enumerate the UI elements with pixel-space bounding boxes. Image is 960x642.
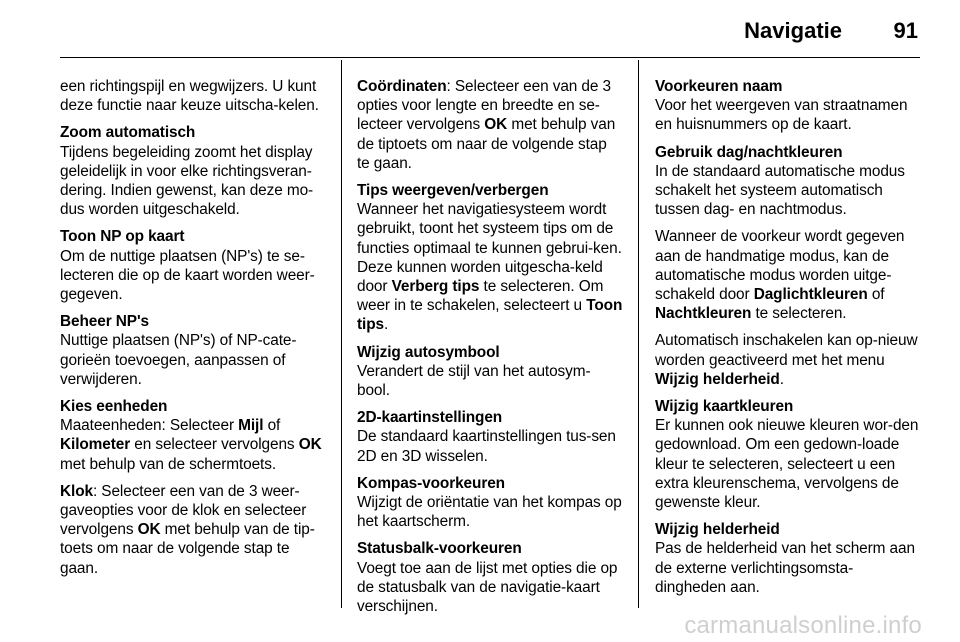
bold-term: Nachtkleuren bbox=[655, 305, 752, 323]
page-title: Navigatie bbox=[744, 18, 842, 43]
text-run: met behulp van de tiptoets om naar de volgende stap te gaan. bbox=[357, 116, 616, 172]
text-run: Voegt toe aan de lijst met opties die op de statusbalk van de navigatie-kaart verschijnen. bbox=[357, 559, 618, 616]
paragraph bbox=[357, 493, 623, 531]
section bbox=[655, 397, 921, 512]
bold-term: OK bbox=[137, 521, 161, 539]
bold-term: Coördinaten bbox=[357, 78, 447, 95]
paragraph bbox=[60, 77, 326, 115]
bold-term: Mijl bbox=[238, 417, 264, 435]
paragraph bbox=[655, 416, 921, 512]
text-run: Verandert de stijl van het autosym-bool. bbox=[357, 362, 591, 400]
watermark: carmanualsonline.info bbox=[684, 612, 922, 639]
text-column-1 bbox=[60, 77, 326, 586]
text-run: Om de nuttige plaatsen (NP's) te se-lecteren die op de kaart worden weer-gegeven. bbox=[60, 247, 315, 304]
section-heading: Beheer NP's bbox=[60, 313, 149, 331]
section-heading: Toon NP op kaart bbox=[60, 228, 185, 246]
page-number: 91 bbox=[893, 18, 918, 43]
paragraph bbox=[60, 247, 326, 305]
text-run: Er kunnen ook nieuwe kleuren wor-den gedownload. Om een gedown-loade kleur te selecteren, selecteert u een extra kleurenschema, vervolgens de gewenste kleur. bbox=[655, 417, 919, 512]
section bbox=[655, 520, 921, 597]
bold-term: Daglichtkleuren bbox=[753, 286, 868, 304]
bold-term: Wijzig helderheid bbox=[655, 370, 780, 388]
section bbox=[655, 77, 921, 135]
text-run: Nuttige plaatsen (NP's) of NP-cate-gorieën toevoegen, aanpassen of verwijderen. bbox=[60, 332, 297, 388]
text-run: : Selecteer een van de 3 opties voor lengte en breedte en se-lecteer vervolgens bbox=[357, 78, 611, 134]
text-run: Wanneer de voorkeur wordt gegeven aan de handmatige modus, kan de automatische modus worden uitge-schakeld door bbox=[655, 228, 905, 304]
text-run: te selecteren. bbox=[751, 305, 847, 323]
paragraph bbox=[60, 416, 326, 474]
paragraph bbox=[655, 227, 921, 323]
paragraph bbox=[655, 539, 921, 597]
text-column-3 bbox=[655, 77, 921, 605]
page-header bbox=[60, 0, 920, 58]
text-run: . bbox=[779, 370, 784, 388]
text-run: en selecteer vervolgens bbox=[130, 436, 299, 454]
text-run: In de standaard automatische modus schakelt het systeem automatisch tussen dag- en nachtmodus. bbox=[655, 162, 905, 219]
text-run: een richtingspijl en wegwijzers. U kunt deze functie naar keuze uitscha-kelen. bbox=[60, 78, 319, 115]
section-heading: 2D-kaartinstellingen bbox=[357, 409, 503, 427]
section bbox=[357, 343, 623, 401]
section bbox=[60, 227, 326, 304]
text-run: : Selecteer een van de 3 weer-gaveopties voor de klok en selecteer vervolgens bbox=[60, 482, 307, 539]
text-run: Voor het weergeven van straatnamen en huisnummers op de kaart. bbox=[655, 97, 908, 134]
section bbox=[357, 77, 623, 173]
bold-term: OK bbox=[298, 436, 322, 454]
paragraph bbox=[357, 427, 623, 465]
text-run: Wijzigt de oriëntatie van het kompas op het kaartscherm. bbox=[357, 494, 622, 531]
text-run: of bbox=[867, 286, 885, 304]
section bbox=[60, 77, 326, 115]
text-run: of bbox=[263, 417, 281, 435]
section-heading: Wijzig helderheid bbox=[655, 521, 780, 539]
paragraph bbox=[357, 200, 623, 334]
section bbox=[60, 123, 326, 219]
text-run: met behulp van de schermtoets. bbox=[60, 455, 277, 473]
section-heading: Wijzig autosymbool bbox=[357, 343, 500, 361]
paragraph bbox=[655, 162, 921, 220]
bold-term: Toon tips bbox=[357, 297, 623, 334]
paragraph bbox=[357, 559, 623, 617]
section-heading: Wijzig kaartkleuren bbox=[655, 398, 794, 416]
section-heading: Kompas-voorkeuren bbox=[357, 474, 505, 492]
paragraph bbox=[655, 96, 921, 134]
bold-term: Verberg tips bbox=[391, 278, 480, 296]
column-divider bbox=[638, 60, 639, 608]
text-run: Tijdens begeleiding zoomt het display geleidelijk in voor elke richtingsveran-dering. Indien gewenst, kan deze mo-dus worden uitgeschakeld. bbox=[60, 143, 314, 219]
section bbox=[357, 408, 623, 466]
column-divider bbox=[341, 60, 342, 608]
section bbox=[357, 181, 623, 335]
section-heading: Voorkeuren naam bbox=[655, 78, 783, 95]
section-heading: Tips weergeven/verbergen bbox=[357, 182, 549, 200]
paragraph bbox=[357, 77, 623, 173]
section-heading: Zoom automatisch bbox=[60, 124, 196, 142]
section bbox=[60, 397, 326, 578]
text-run: te selecteren. Om weer in te schakelen, selecteert u bbox=[357, 278, 604, 315]
section bbox=[655, 143, 921, 389]
text-run: . bbox=[383, 316, 389, 334]
bold-term: Kilometer bbox=[60, 436, 131, 454]
text-run: met behulp van de tip-toets om naar de volgende stap te gaan. bbox=[60, 521, 315, 577]
paragraph bbox=[357, 362, 623, 400]
text-column-2 bbox=[357, 77, 623, 624]
bold-term: Klok bbox=[60, 482, 93, 500]
text-run: Wanneer het navigatiesysteem wordt gebruikt, toont het systeem tips om de functies optimaal te kunnen gebrui-ken. Deze kunnen worden uitgescha-keld door bbox=[357, 201, 622, 296]
text-run: Maateenheden: Selecteer bbox=[60, 417, 239, 435]
paragraph bbox=[60, 482, 326, 578]
text-run: Pas de helderheid van het scherm aan de externe verlichtingsomsta-dingheden aan. bbox=[655, 540, 915, 596]
section-heading: Kies eenheden bbox=[60, 398, 168, 416]
section bbox=[60, 312, 326, 389]
paragraph bbox=[60, 331, 326, 389]
text-run: De standaard kaartinstellingen tus-sen 2D en 3D wisselen. bbox=[357, 428, 616, 465]
section-heading: Statusbalk-voorkeuren bbox=[357, 540, 522, 558]
bold-term: OK bbox=[484, 116, 508, 134]
section-heading: Gebruik dag/nachtkleuren bbox=[655, 143, 843, 161]
paragraph bbox=[655, 331, 921, 389]
section bbox=[357, 539, 623, 616]
text-run: Automatisch inschakelen kan op-nieuw worden geactiveerd met het menu bbox=[655, 332, 918, 369]
section bbox=[357, 474, 623, 532]
paragraph bbox=[60, 143, 326, 220]
